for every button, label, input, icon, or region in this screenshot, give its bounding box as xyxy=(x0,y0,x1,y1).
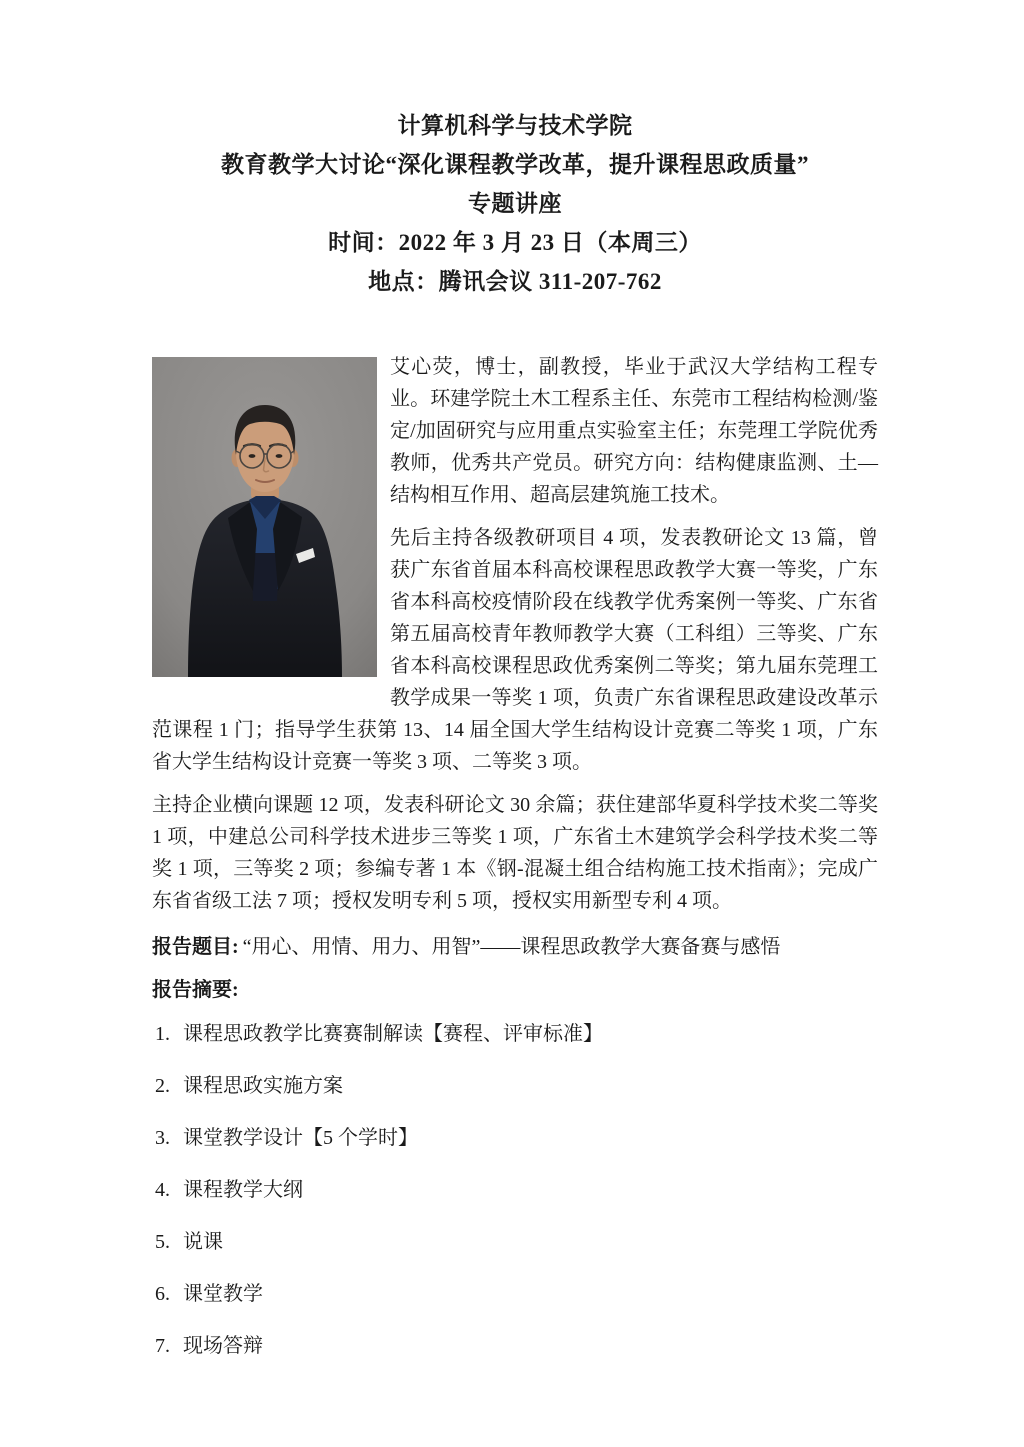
agenda-item-6: 课堂教学 xyxy=(183,1283,263,1305)
document-header xyxy=(152,112,878,295)
agenda-item-2: 课程思政实施方案 xyxy=(183,1075,343,1097)
agenda-item-1: 课程思政教学比赛赛制解读【赛程、评审标准】 xyxy=(183,1023,603,1045)
report-title-label: 报告题目: xyxy=(152,936,239,958)
document-body xyxy=(152,351,878,1358)
agenda-item-5: 说课 xyxy=(183,1231,223,1253)
event-subtitle: 专题讲座 xyxy=(468,191,562,216)
bio-paragraph-1: 艾心荧，博士，副教授，毕业于武汉大学结构工程专业。环建学院土木工程系主任、东莞市工程结构检测/鉴定/加固研究与应用重点实验室主任；东莞理工学院优秀教师，优秀共产党员。研究方向：结构健康监测、土—结构相互作用、超高层建筑施工技术。 xyxy=(390,356,878,506)
event-time: 时间：2022 年 3 月 23 日（本周三） xyxy=(328,230,702,255)
event-title: 教育教学大讨论“深化课程教学改革，提升课程思政质量” xyxy=(221,152,809,177)
bio-paragraph-3: 主持企业横向课题 12 项，发表科研论文 30 余篇；获住建部华夏科学技术奖二等奖 1 项，中建总公司科学技术进步三等奖 1 项，广东省土木建筑学会科学技术奖二等奖 1 项，三等奖 2 项；参编专著 1 本《钢-混凝土组合结构施工技术指南》；完成广东省省级工法 7 项；授权发明专利 5 项，授权实用新型专利 4 项。 xyxy=(152,794,878,912)
report-abstract-label: 报告摘要: xyxy=(152,979,239,1001)
agenda-item-4: 课程教学大纲 xyxy=(183,1179,303,1201)
agenda-item-7: 现场答辩 xyxy=(183,1335,263,1357)
college-title: 计算机科学与技术学院 xyxy=(397,113,633,138)
bio-paragraph-2: 先后主持各级教研项目 4 项，发表教研论文 13 篇，曾获广东省首届本科高校课程思政教学大赛一等奖，广东省本科高校疫情阶段在线教学优秀案例一等奖、广东省第五届高校青年教师教学大赛（工科组）三等奖、广东省本科高校课程思政优秀案例二等奖；第九届东莞理工教学成果一等奖 1 项，负责广东省课程思政建设改革示范课程 1 门；指导学生获第 13、14 届全国大学生结构设计竞赛二等奖 1 项，广东省大学生结构设计竞赛一等奖 3 项、二等奖 3 项。 xyxy=(152,527,878,773)
speaker-photo xyxy=(152,357,377,677)
agenda-list xyxy=(155,1022,878,1358)
report-title-text: “用心、用情、用力、用智”——课程思政教学大赛备赛与感悟 xyxy=(242,936,781,958)
report-title-line xyxy=(152,931,878,963)
event-location: 地点：腾讯会议 311-207-762 xyxy=(368,269,662,294)
agenda-item-3: 课堂教学设计【5 个学时】 xyxy=(183,1127,418,1149)
speaker-portrait-image xyxy=(152,357,377,677)
